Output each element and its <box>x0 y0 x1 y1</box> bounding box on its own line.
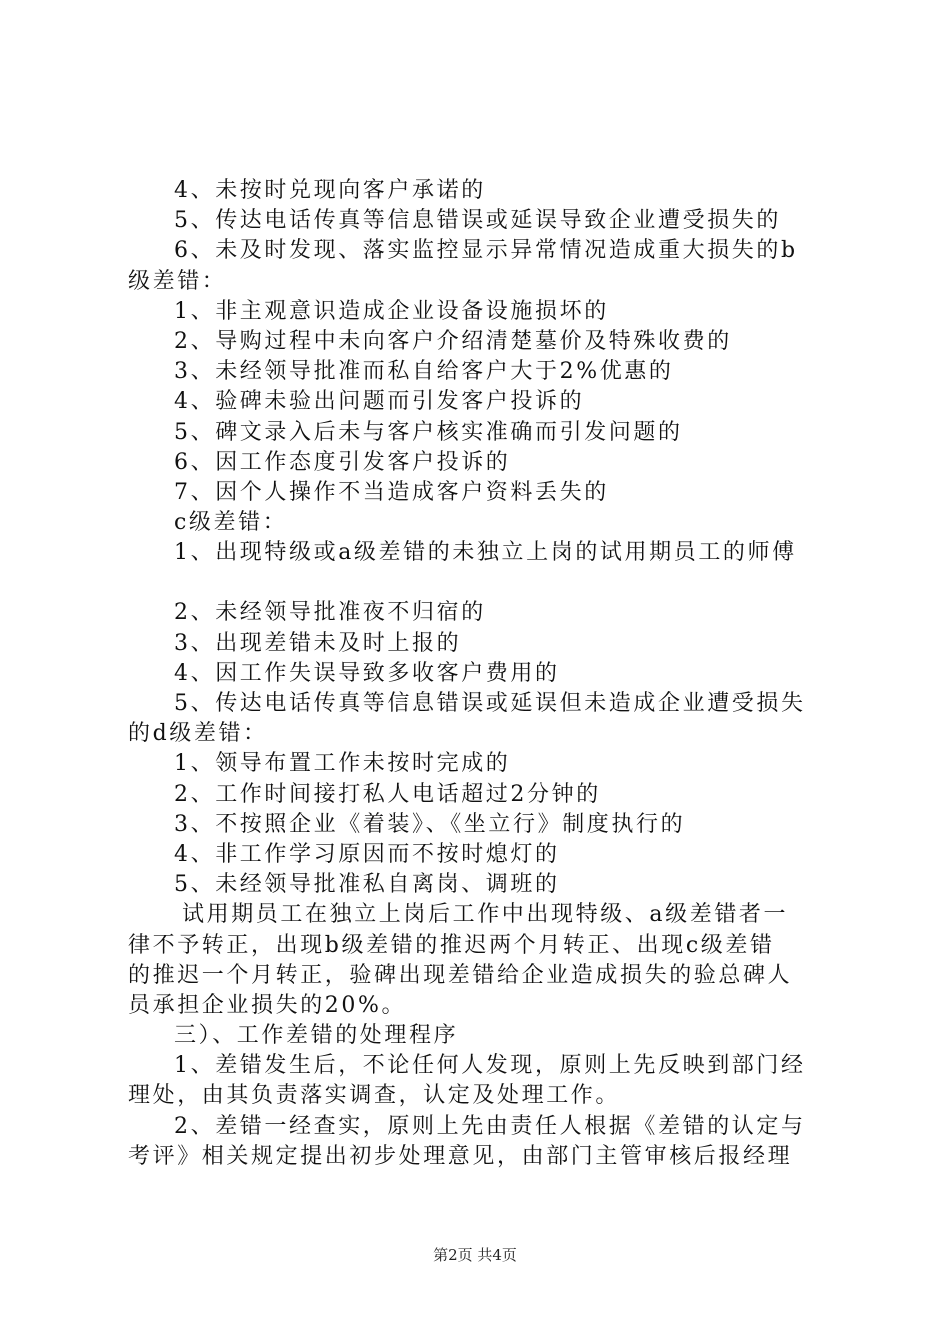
text-line: 2、未经领导批准夜不归宿的 <box>174 600 486 626</box>
paragraph-line: 2、差错一经查实，原则上先由责任人根据《差错的认定与 <box>174 1113 806 1139</box>
text-line: 1、非主观意识造成企业设备设施损坏的 <box>174 298 609 324</box>
text-line: 4、因工作失误导致多收客户费用的 <box>174 660 560 686</box>
text-line: 1、领导布置工作未按时完成的 <box>174 751 511 777</box>
text-line: 7、因个人操作不当造成客户资料丢失的 <box>174 479 609 505</box>
paragraph-line: 考评》相关规定提出初步处理意见，由部门主管审核后报经理 <box>128 1143 793 1169</box>
paragraph-line: 1、差错发生后，不论任何人发现，原则上先反映到部门经 <box>174 1053 806 1079</box>
text-line: 1、出现特级或a级差错的未独立上岗的试用期员工的师傅 <box>174 540 797 566</box>
text-line: 的d级差错： <box>128 721 268 747</box>
document-body <box>128 176 838 1172</box>
text-line: 4、未按时兑现向客户承诺的 <box>174 178 486 203</box>
text-line: 3、出现差错未及时上报的 <box>174 630 462 656</box>
text-line: 6、因工作态度引发客户投诉的 <box>174 449 511 475</box>
blank-line <box>128 568 838 598</box>
text-line: 2、导购过程中未向客户介绍清楚墓价及特殊收费的 <box>174 328 732 354</box>
text-line: 级差错： <box>128 268 227 294</box>
paragraph-line: 理处，由其负责落实调查，认定及处理工作。 <box>128 1083 621 1109</box>
paragraph-line: 试用期员工在独立上岗后工作中出现特级、a级差错者一 <box>182 902 789 928</box>
text-line: 6、未及时发现、落实监控显示异常情况造成重大损失的b <box>174 238 798 264</box>
text-line: 3、不按照企业《着装》、《坐立行》制度执行的 <box>174 811 686 837</box>
paragraph-line: 员承担企业损失的20%。 <box>128 992 407 1018</box>
text-line: 4、非工作学习原因而不按时熄灯的 <box>174 841 560 867</box>
page-footer: 第2页 共4页 <box>433 1246 517 1264</box>
section-heading: c级差错： <box>174 510 288 536</box>
text-line: 5、传达电话传真等信息错误或延误但未造成企业遭受损失 <box>174 691 806 716</box>
section-heading: 三）、工作差错的处理程序 <box>174 1023 459 1049</box>
text-line: 5、碑文录入后未与客户核实准确而引发问题的 <box>174 419 683 445</box>
paragraph-line: 律不予转正，出现b级差错的推迟两个月转正、出现c级差错 <box>128 932 775 958</box>
text-line: 5、传达电话传真等信息错误或延误导致企业遭受损失的 <box>174 208 781 234</box>
text-line: 3、未经领导批准而私自给客户大于2%优惠的 <box>174 359 674 385</box>
text-line: 5、未经领导批准私自离岗、调班的 <box>174 872 560 898</box>
text-line: 4、验碑未验出问题而引发客户投诉的 <box>174 389 585 415</box>
paragraph-line: 的推迟一个月转正，验碑出现差错给企业造成损失的验总碑人 <box>128 962 793 988</box>
text-line: 2、工作时间接打私人电话超过2分钟的 <box>174 781 601 807</box>
